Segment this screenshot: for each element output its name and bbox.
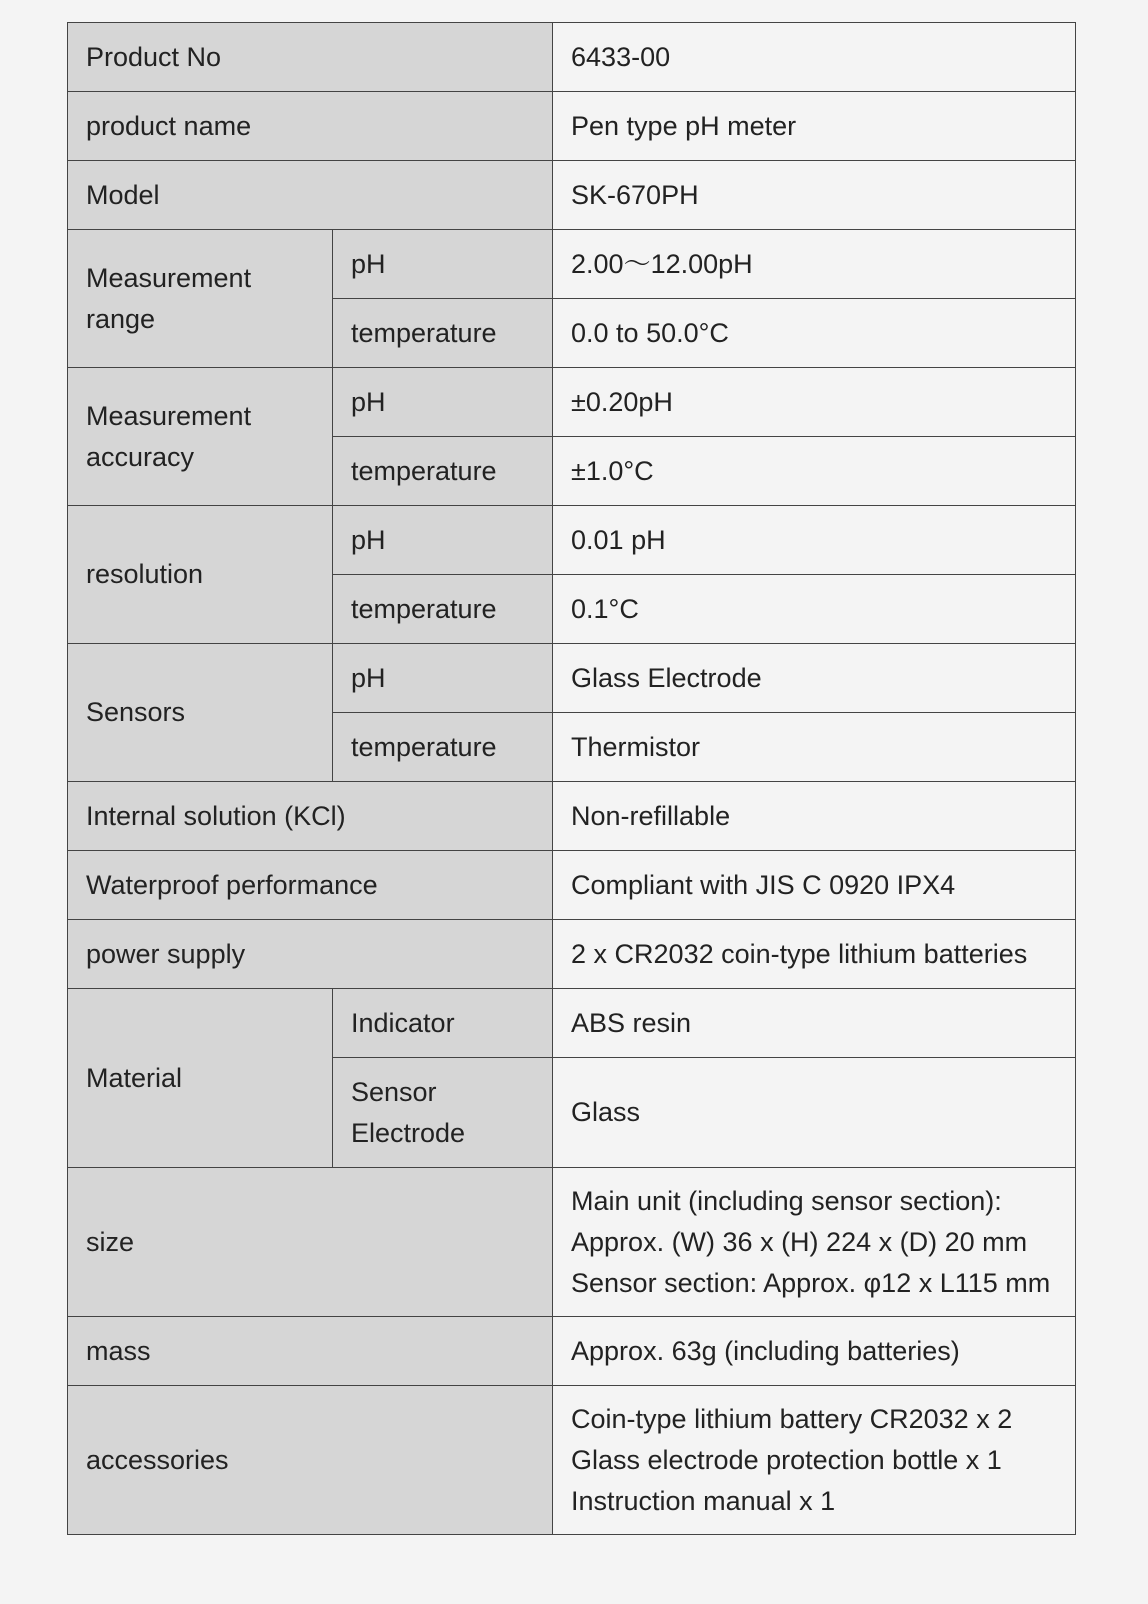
sensors-ph-value: Glass Electrode [553, 644, 1076, 713]
product-name-label: product name [68, 92, 553, 161]
row-internal-solution [68, 782, 1076, 851]
product-name-value: Pen type pH meter [553, 92, 1076, 161]
row-product-no [68, 23, 1076, 92]
measurement-accuracy-label-line: accuracy [86, 441, 195, 472]
sensors-temperature-value: Thermistor [553, 713, 1076, 782]
row-accessories [68, 1386, 1076, 1535]
measurement-accuracy-temperature-value: ±1.0°C [553, 437, 1076, 506]
sensors-label: Sensors [68, 644, 333, 782]
row-power-supply [68, 920, 1076, 989]
row-material-indicator [68, 989, 1076, 1058]
power-supply-value: 2 x CR2032 coin-type lithium batteries [553, 920, 1076, 989]
row-waterproof [68, 851, 1076, 920]
size-value-line: Main unit (including sensor section): [571, 1185, 1002, 1216]
size-value-line: Approx. (W) 36 x (H) 224 x (D) 20 mm [571, 1226, 1028, 1257]
accessories-value-line: Glass electrode protection bottle x 1 [571, 1444, 1002, 1475]
measurement-range-label-line: Measurement [86, 262, 252, 293]
resolution-label: resolution [68, 506, 333, 644]
accessories-value [553, 1386, 1076, 1535]
accessories-value-line: Instruction manual x 1 [571, 1485, 836, 1516]
size-label: size [68, 1168, 553, 1317]
measurement-range-label [68, 230, 333, 368]
resolution-ph-label: pH [333, 506, 553, 575]
material-indicator-value: ABS resin [553, 989, 1076, 1058]
measurement-accuracy-label-line: Measurement [86, 400, 252, 431]
model-value: SK-670PH [553, 161, 1076, 230]
internal-solution-label: Internal solution (KCl) [68, 782, 553, 851]
size-value-line: Sensor section: Approx. φ12 x L115 mm [571, 1267, 1051, 1298]
resolution-temperature-label: temperature [333, 575, 553, 644]
material-sensor-electrode-value: Glass [553, 1058, 1076, 1168]
mass-label: mass [68, 1317, 553, 1386]
accessories-value-line: Coin-type lithium battery CR2032 x 2 [571, 1403, 1013, 1434]
measurement-range-ph-value: 2.00〜12.00pH [553, 230, 1076, 299]
row-mass [68, 1317, 1076, 1386]
waterproof-label: Waterproof performance [68, 851, 553, 920]
material-label: Material [68, 989, 333, 1168]
row-size [68, 1168, 1076, 1317]
row-measurement-range-ph [68, 230, 1076, 299]
accessories-label: accessories [68, 1386, 553, 1535]
power-supply-label: power supply [68, 920, 553, 989]
mass-value: Approx. 63g (including batteries) [553, 1317, 1076, 1386]
material-sensor-electrode-label-line: Sensor [351, 1076, 437, 1107]
measurement-range-temperature-value: 0.0 to 50.0°C [553, 299, 1076, 368]
resolution-ph-value: 0.01 pH [553, 506, 1076, 575]
row-sensors-ph [68, 644, 1076, 713]
measurement-accuracy-temperature-label: temperature [333, 437, 553, 506]
measurement-range-ph-label: pH [333, 230, 553, 299]
measurement-accuracy-ph-value: ±0.20pH [553, 368, 1076, 437]
measurement-accuracy-ph-label: pH [333, 368, 553, 437]
row-resolution-ph [68, 506, 1076, 575]
model-label: Model [68, 161, 553, 230]
measurement-accuracy-label [68, 368, 333, 506]
product-no-label: Product No [68, 23, 553, 92]
material-indicator-label: Indicator [333, 989, 553, 1058]
row-product-name [68, 92, 1076, 161]
measurement-range-temperature-label: temperature [333, 299, 553, 368]
resolution-temperature-value: 0.1°C [553, 575, 1076, 644]
material-sensor-electrode-label [333, 1058, 553, 1168]
sensors-temperature-label: temperature [333, 713, 553, 782]
size-value [553, 1168, 1076, 1317]
material-sensor-electrode-label-line: Electrode [351, 1117, 466, 1148]
internal-solution-value: Non-refillable [553, 782, 1076, 851]
spec-table [67, 22, 1076, 1535]
measurement-range-label-line: range [86, 303, 156, 334]
row-model [68, 161, 1076, 230]
product-no-value: 6433-00 [553, 23, 1076, 92]
row-measurement-accuracy-ph [68, 368, 1076, 437]
sensors-ph-label: pH [333, 644, 553, 713]
waterproof-value: Compliant with JIS C 0920 IPX4 [553, 851, 1076, 920]
